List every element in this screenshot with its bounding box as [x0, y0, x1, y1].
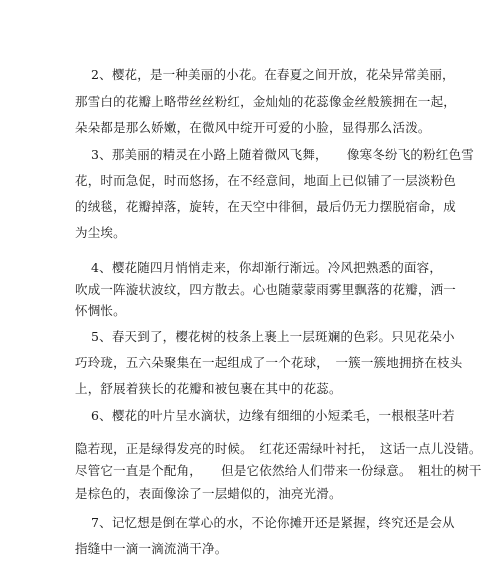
paragraph-3-line-3: 的绒毯，花瓣掉落，旋转，在天空中徘徊，最后仍无力摆脱宿命，成	[75, 199, 457, 214]
paragraph-2-line-2: 那雪白的花瓣上略带丝丝粉红，金灿灿的花蕊像金丝般簇拥在一起，	[75, 94, 457, 109]
paragraph-6-line-1: 6、樱花的叶片呈水滴状，边缘有细细的小短柔毛，一根根茎叶若	[91, 408, 455, 423]
paragraph-5-line-3: 上，舒展着狭长的花瓣和被包裹在其中的花蕊。	[75, 381, 342, 396]
paragraph-3-line-4: 为尘埃。	[75, 225, 126, 240]
paragraph-6-line-2: 隐若现，正是绿得发亮的时候。 红花还需绿叶衬托， 这话一点儿没错。	[75, 441, 482, 456]
paragraph-5-line-2: 巧玲珑，五六朵聚集在一起组成了一个花球， 一簇一簇地拥挤在枝头	[75, 355, 463, 370]
paragraph-4-line-2: 吹成一阵漩状波纹，四方散去。心也随蒙蒙雨雾里飘落的花瓣，洒一	[75, 282, 457, 297]
paragraph-4-line-3: 怀惆怅。	[75, 303, 126, 318]
paragraph-4-line-1: 4、樱花随四月悄悄走来，你却渐行渐远。冷风把熟悉的面容，	[91, 260, 443, 275]
paragraph-2-line-3: 朵朵都是那么娇嫩，在微风中绽开可爱的小脸，显得那么活泼。	[75, 120, 431, 135]
paragraph-3-line-1: 3、那美丽的精灵在小路上随着微风飞舞， 像寒冬纷飞的粉红色雪	[91, 147, 474, 162]
paragraph-6-line-4: 是棕色的，表面像涂了一层蜡似的，油亮光滑。	[75, 486, 342, 501]
paragraph-2-line-1: 2、樱花，是一种美丽的小花。在春夏之间开放，花朵异常美丽，	[91, 67, 455, 82]
paragraph-7-line-2: 指缝中一滴一滴流淌干净。	[75, 541, 228, 556]
paragraph-6-line-3: 尽管它一直是个配角， 但是它依然给人们带来一份绿意。 粗壮的树干	[75, 463, 482, 478]
paragraph-5-line-1: 5、春天到了，樱花树的枝条上裹上一层斑斓的色彩。只见花朵小	[91, 329, 455, 344]
paragraph-3-line-2: 花，时而急促，时而悠扬，在不经意间，地面上已似铺了一层淡粉色	[75, 173, 457, 188]
paragraph-7-line-1: 7、记忆想是倒在掌心的水，不论你摊开还是紧握，终究还是会从	[91, 515, 455, 530]
